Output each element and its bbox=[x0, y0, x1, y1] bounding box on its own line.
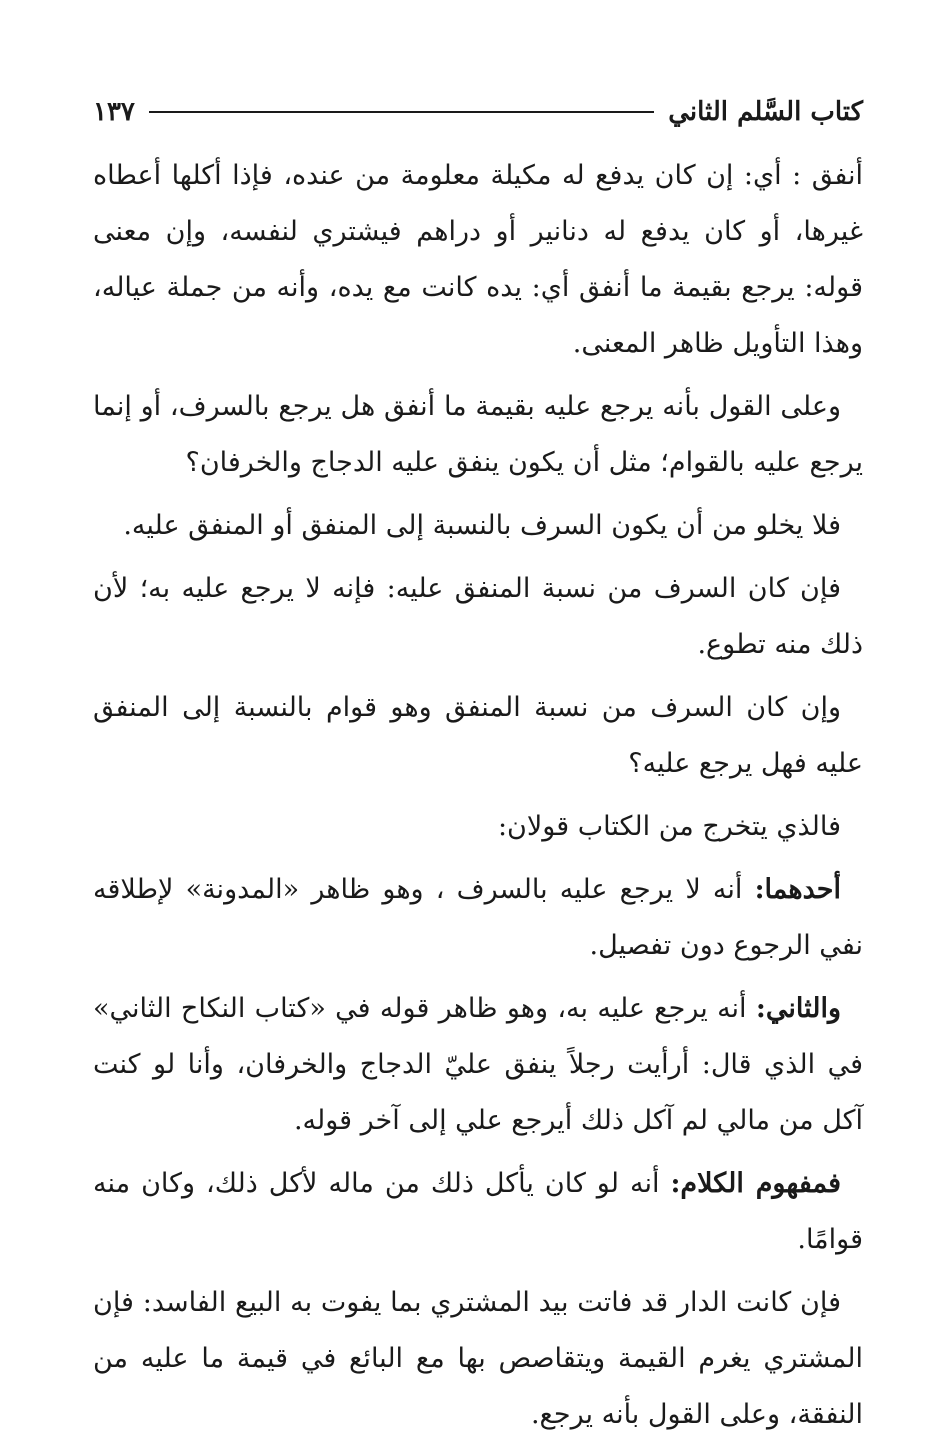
paragraph-1: أنفق : أي: إن كان يدفع له مكيلة معلومة من عنده، فإذا أكلها أعطاه غيرها، أو كان يدفع له دنانير أو دراهم فيشتري لنفسه، وإن معنى قوله: يرجع بقيمة ما أنفق أي: يده كانت مع يده، وأنه من جملة عياله، وهذا التأويل ظاهر المعنى. bbox=[93, 160, 863, 359]
paragraph-8-lead: والثاني: bbox=[755, 993, 841, 1024]
paragraph-8 bbox=[93, 981, 863, 1149]
running-header bbox=[93, 92, 863, 132]
paragraph-9-lead: فمفهوم الكلام: bbox=[670, 1168, 842, 1199]
paragraph-7-lead: أحدهما: bbox=[754, 874, 841, 905]
paragraph-9 bbox=[93, 1156, 863, 1268]
paragraph-8-text: أنه يرجع عليه به، وهو ظاهر قوله في «كتاب النكاح الثاني» في الذي قال: أرأيت رجلاً ينفق عليّ الدجاج والخرفان، وأنا لو كنت آكل من مالي لم آكل ذلك أيرجع علي إلى آخر قوله. bbox=[93, 993, 863, 1136]
paragraph-6: فالذي يتخرج من الكتاب قولان: bbox=[497, 811, 841, 842]
paragraph-9-text: أنه لو كان يأكل ذلك من ماله لأكل ذلك، وكان منه قوامًا. bbox=[93, 1168, 863, 1255]
paragraph-5: وإن كان السرف من نسبة المنفق وهو قوام بالنسبة إلى المنفق عليه فهل يرجع عليه؟ bbox=[93, 692, 863, 779]
paragraph-7-text: أنه لا يرجع عليه بالسرف ، وهو ظاهر «المدونة» لإطلاقه نفي الرجوع دون تفصيل. bbox=[93, 874, 863, 961]
paragraph-2: وعلى القول بأنه يرجع عليه بقيمة ما أنفق هل يرجع بالسرف، أو إنما يرجع عليه بالقوام؛ مثل أن يكون ينفق عليه الدجاج والخرفان؟ bbox=[93, 391, 863, 478]
paragraph-3: فلا يخلو من أن يكون السرف بالنسبة إلى المنفق أو المنفق عليه. bbox=[123, 510, 841, 541]
page-number: ١٣٧ bbox=[93, 97, 135, 127]
paragraph-4: فإن كان السرف من نسبة المنفق عليه: فإنه لا يرجع عليه به؛ لأن ذلك منه تطوع. bbox=[93, 573, 863, 660]
page-body bbox=[93, 148, 863, 1450]
paragraph-7 bbox=[93, 862, 863, 974]
book-title: كتاب السَّلم الثاني bbox=[668, 97, 863, 127]
paragraph-10: فإن كانت الدار قد فاتت بيد المشتري بما يفوت به البيع الفاسد: فإن المشتري يغرم القيمة ويتقاصص بها مع البائع في قيمة ما عليه من النفقة، وعلى القول بأنه يرجع. bbox=[93, 1287, 863, 1430]
header-rule bbox=[149, 111, 654, 113]
